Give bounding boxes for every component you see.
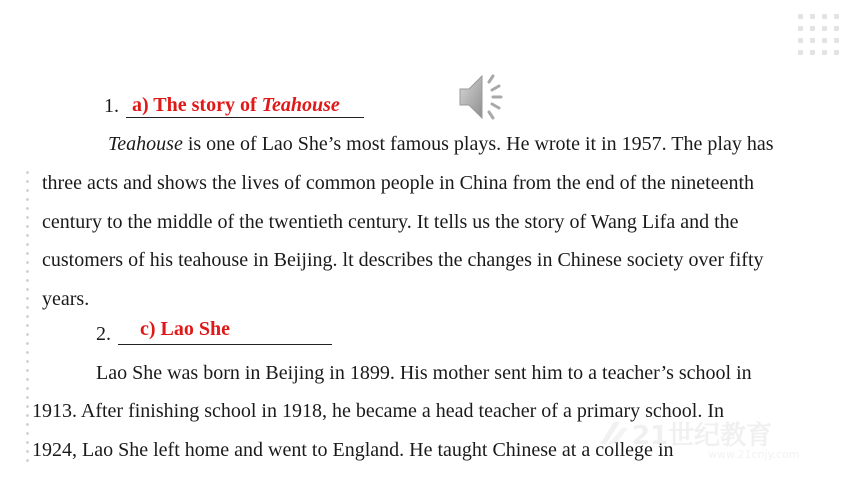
paragraph-2-line-1: Lao She was born in Beijing in 1899. His mother sent him to a teacher’s school in — [96, 362, 752, 384]
paragraph-2-line-3: 1924, Lao She left home and went to England. He taught Chinese at a college in — [32, 439, 674, 461]
svg-text:21世纪教育: 21世纪教育 — [632, 421, 773, 451]
svg-text:www.21cnjy.com: www.21cnjy.com — [708, 448, 800, 461]
paragraph-1-line-5: years. — [42, 288, 90, 310]
paragraph-1-line-3: century to the middle of the twentieth century. It tells us the story of Wang Lifa and the — [42, 211, 739, 233]
question-number-1: 1. — [104, 95, 119, 117]
answer-1 — [132, 93, 340, 117]
decorative-dot-grid — [796, 10, 852, 58]
paragraph-2-line-2: 1913. After finishing school in 1918, he became a head teacher of a primary school. In — [32, 400, 725, 422]
answer-1-title: Teahouse — [261, 94, 340, 116]
answer-blank-1 — [126, 117, 364, 118]
paragraph-1-line-4: customers of his teahouse in Beijing. lt describes the changes in Chinese society over fifty — [42, 249, 764, 271]
answer-blank-2 — [118, 344, 332, 345]
paragraph-1-line-2: three acts and shows the lives of common people in China from the end of the nineteenth — [42, 172, 755, 194]
answer-1-text: a) The story of — [132, 94, 262, 116]
decorative-dotted-line — [26, 168, 29, 468]
play-title: Teahouse — [108, 133, 183, 155]
paragraph-1-line-1: Teahouse is one of Lao She’s most famous plays. He wrote it in 1957. The play has — [108, 133, 774, 155]
watermark-logo — [588, 414, 838, 462]
speaker-icon[interactable] — [456, 70, 518, 124]
question-number-2: 2. — [96, 323, 111, 345]
answer-2: c) Lao She — [140, 318, 230, 340]
